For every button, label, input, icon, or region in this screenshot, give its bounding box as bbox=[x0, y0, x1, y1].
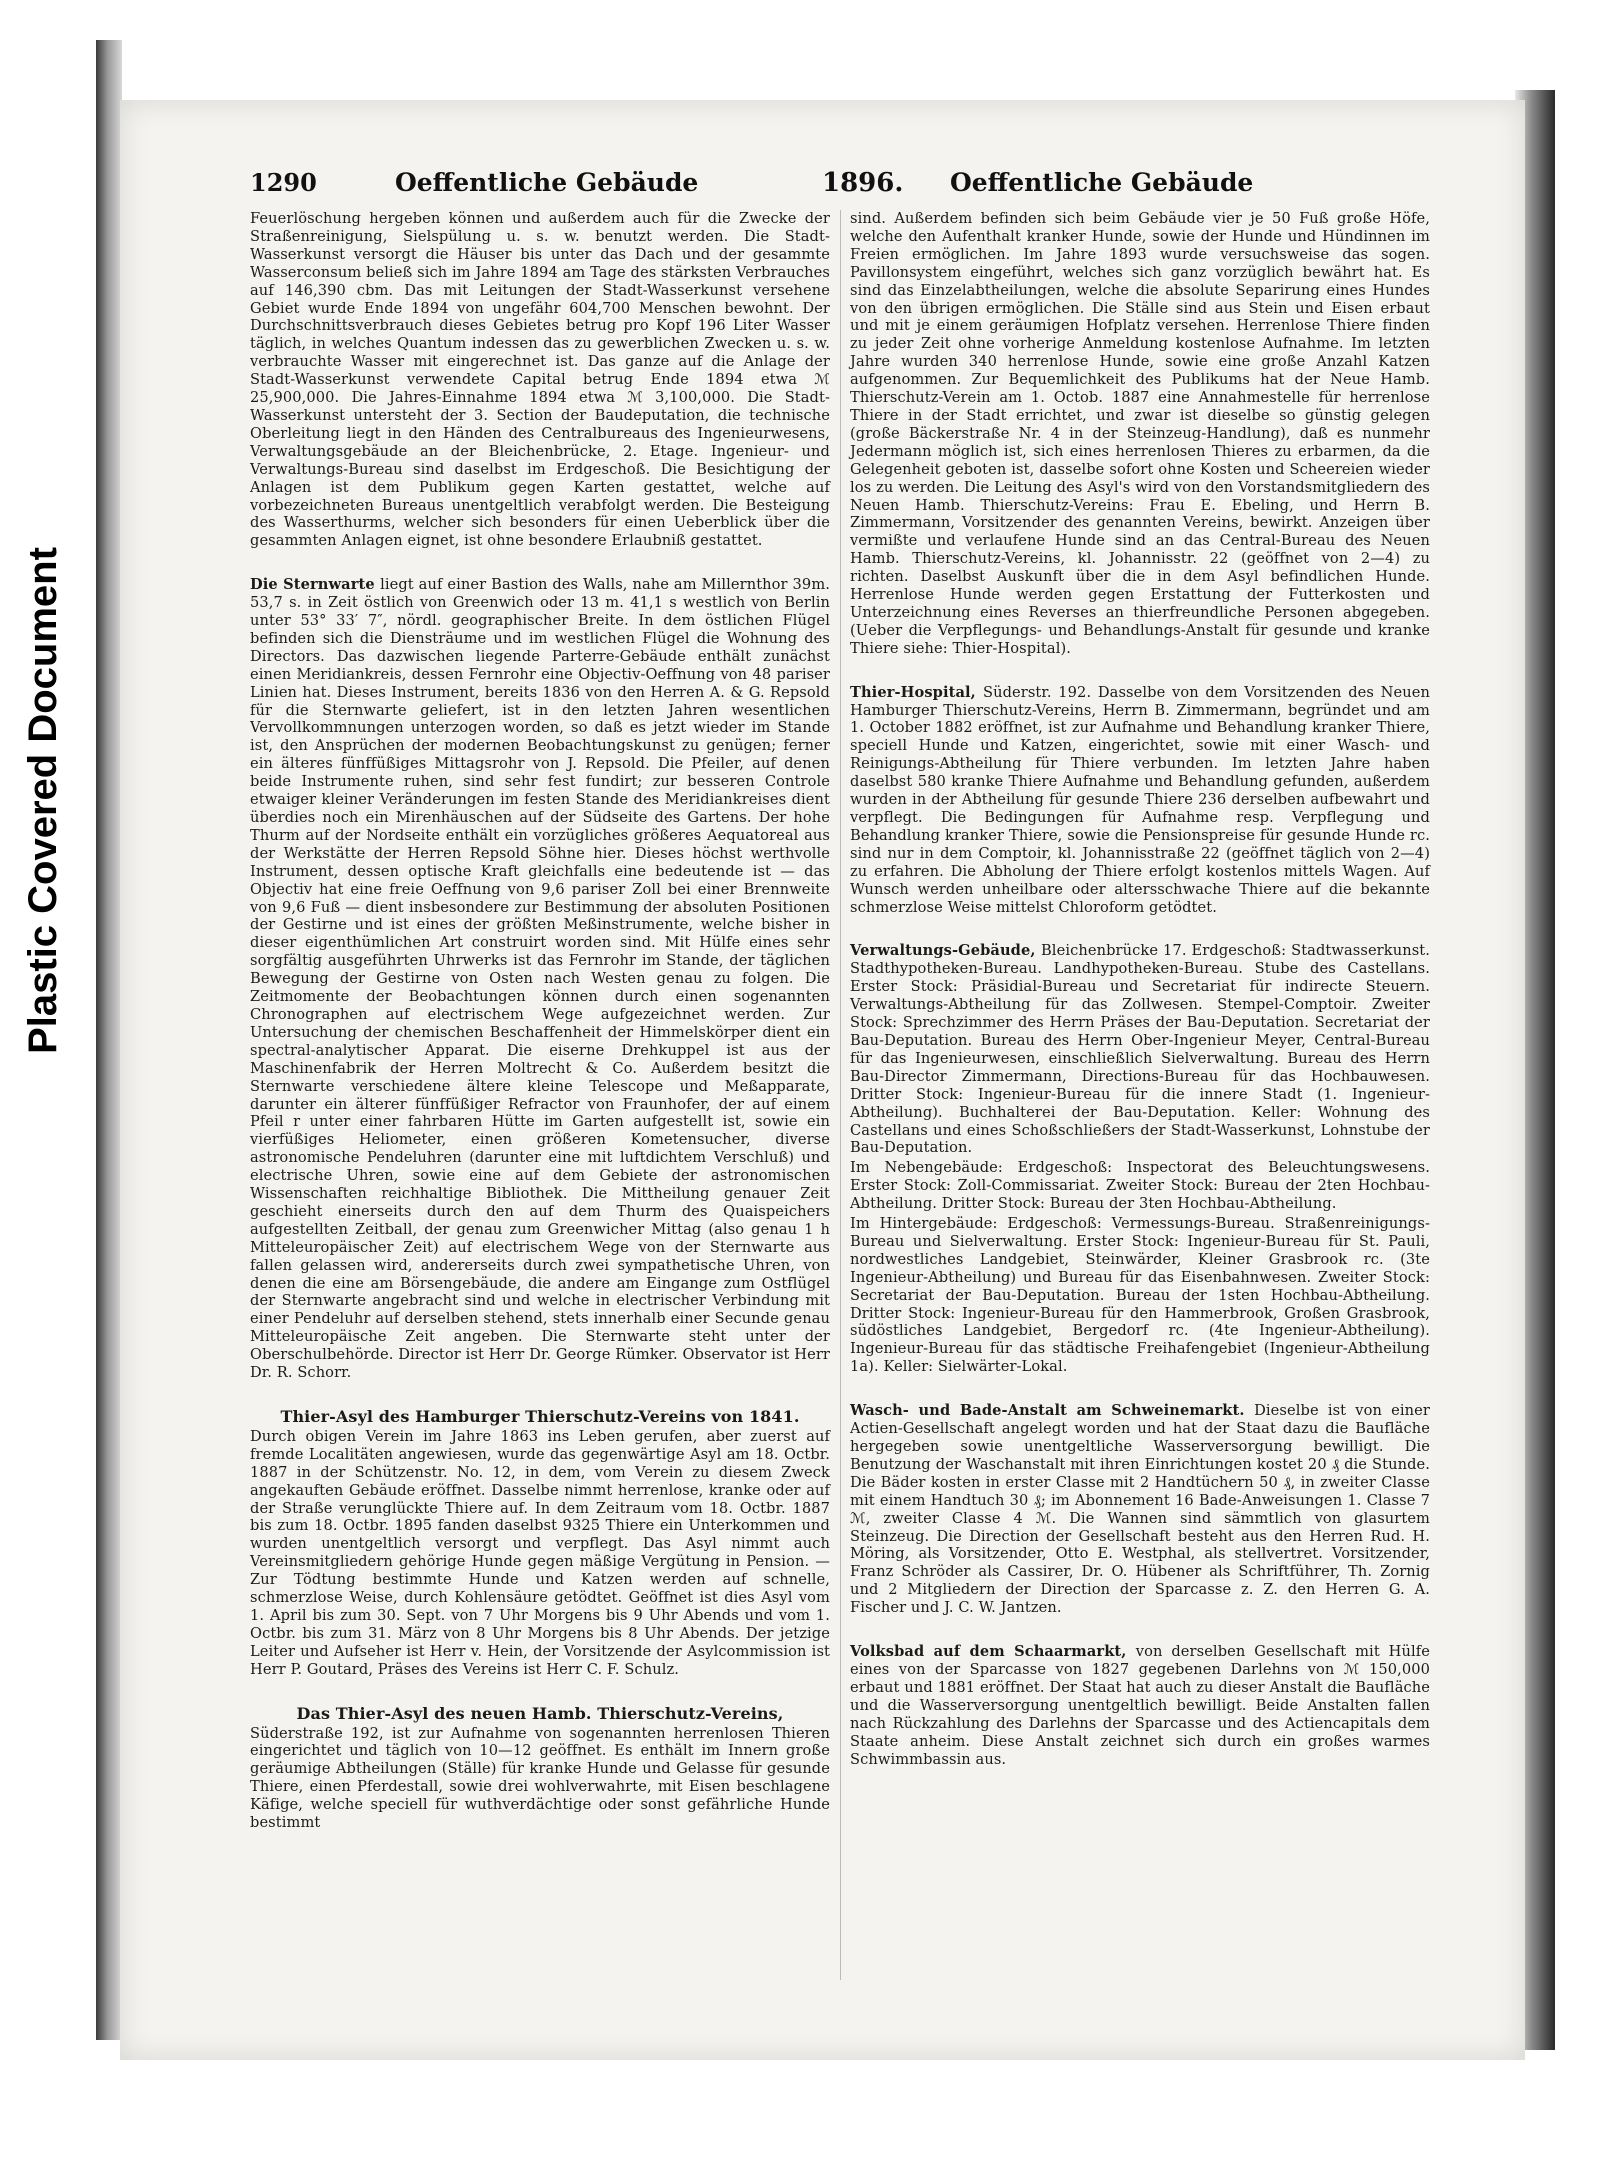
volksbad-heading: Volksbad auf dem Schaarmarkt, bbox=[850, 1643, 1136, 1661]
wasch-entry bbox=[850, 1402, 1430, 1617]
side-label-text: Plastic Covered Document bbox=[20, 546, 65, 1054]
volksbad-entry bbox=[850, 1643, 1430, 1768]
page-number: 1290 bbox=[250, 168, 317, 197]
wasserkunst-paragraph: Feuerlöschung hergeben können und außerdem auch für die Zwecke der Straßenreinigung, Sielspülung u. s. w. benutzt werden. Die Stadt-Wasserkunst versorgt die Häuser bis unter das Dach und der gesammte Wasserconsum beließ sich im Jahre 1894 am Tage des stärksten Verbrauches auf 146,390 cbm. Das mit Leitungen der Stadt-Wasserkunst versehene Gebiet wurde Ende 1894 von ungefähr 604,700 Menschen bewohnt. Der Durchschnittsverbrauch dieses Gebietes betrug pro Kopf 196 Liter Wasser täglich, in welches Quantum indessen das zu gewerblichen Zwecken u. s. w. verbrauchte Wasser mit eingerechnet ist. Das ganze auf die Anlage der Stadt-Wasserkunst verwendete Capital betrug Ende 1894 etwa ℳ 25,900,000. Die Jahres-Einnahme 1894 etwa ℳ 3,100,000. Die Stadt-Wasserkunst untersteht der 3. Section der Baudeputation, die technische Oberleitung liegt in den Händen des Centralbureaus des Ingenieurwesens, Verwaltungsgebäude an der Bleichenbrücke, 2. Etage. Ingenieur- und Verwaltungs-Bureau sind daselbst im Erdgeschoß. Die Besichtigung der Anlagen ist dem Publikum gegen Karten gestattet, welche auf vorbezeichneten Bureaus unentgeltlich verabfolgt werden. Die Besteigung des Wasserthurms, welcher sich besonders für einen Ueberblick über die gesammten Anlagen eignet, ist ohne besondere Erlaubniß gestattet. bbox=[250, 210, 830, 550]
thier-asyl-heading: Thier-Asyl des Hamburger Thierschutz-Vereins von 1841. bbox=[280, 1407, 800, 1426]
thier-asyl-text: Durch obigen Verein im Jahre 1863 ins Leben gerufen, aber zuerst auf fremde Localitäten angewiesen, wurde das gegenwärtige Asyl am 18. Octbr. 1887 in der Schützenstr. No. 12, in dem, vom Verein zu diesem Zweck angekauften Gebäude eröffnet. Dasselbe nimmt herrenlose, kranke oder auf der Straße verunglückte Thiere auf. In dem Zeitraum vom 18. Octbr. 1887 bis zum 18. Octbr. 1895 fanden daselbst 9325 Thiere ein Unterkommen und wurden unentgeltlich versorgt und verpflegt. Das Asyl nimmt auch Vereinsmitgliedern gehörige Hunde gegen mäßige Vergütung in Pension. — Zur Tödtung bestimmte Hunde und Katzen werden auf schnelle, schmerzlose Weise, durch Kohlensäure getödtet. Geöffnet ist dies Asyl vom 1. April bis zum 30. Sept. von 7 Uhr Morgens bis 9 Uhr Abends und vom 1. Octbr. bis zum 31. März von 8 Uhr Morgens bis 8 Uhr Abends. Der jetzige Leiter und Aufseher ist Herr v. Hein, der Vorsitzende der Asylcommission ist Herr P. Goutard, Präses des Vereins ist Herr C. F. Schulz. bbox=[250, 1427, 830, 1678]
column-divider bbox=[840, 210, 841, 1980]
verwaltung-heading: Verwaltungs-Gebäude, bbox=[850, 942, 1041, 960]
wasch-heading: Wasch- und Bade-Anstalt am Schweinemarkt. bbox=[850, 1402, 1255, 1420]
left-running-title: Oeffentliche Gebäude bbox=[395, 168, 699, 197]
sternwarte-text: liegt auf einer Bastion des Walls, nahe am Millernthor 39m. 53,7 s. in Zeit östlich von Greenwich oder 13 m. 41,1 s westlich von Berlin unter 53° 33′ 7″, nördl. geographischer Breite. In dem östlichen Flügel befinden sich die Diensträume und im westlichen Flügel die Wohnung des Directors. Das dazwischen liegende Parterre-Gebäude enthält zunächst einen Meridiankreis, dessen Fernrohr eine Objectiv-Oeffnung von 48 pariser Linien hat. Dieses Instrument, bereits 1836 von den Herren A. & G. Repsold für die Sternwarte geliefert, ist in den letzten Jahren wesentlichen Vervollkommnungen unterzogen worden, so daß es jetzt wieder im Stande ist, den Ansprüchen der modernen Beobachtungskunst zu genügen; ferner ein älteres fünffüßiges Mittagsrohr von J. Repsold. Die Pfeiler, auf denen beide Instrumente ruhen, sind sehr fest fundirt; zur besseren Controle etwaiger kleiner Veränderungen im festen Stande des Meridiankreises dient überdies noch ein Mirenhäuschen auf der Südseite des Gartens. Der hohe Thurm auf der Nordseite enthält ein vorzügliches größeres Aequatoreal aus der Werkstätte der Herren Repsold Söhne hier. Dieses höchst werthvolle Instrument, dessen optische Kraft gleichfalls eine bedeutende ist — das Objectiv hat eine freie Oeffnung von 9,6 pariser Zoll bei einer Brennweite von 9,6 Fuß — dient insbesondere zur Bestimmung der absoluten Positionen der Gestirne und ist eines der größten Meßinstrumente, welche bisher in dieser eigenthümlichen Art construirt worden sind. Mit Hülfe eines sehr sorgfältig ausgeführten Uhrwerks ist das Fernrohr im Stande, der täglichen Bewegung der Gestirne von Osten nach Westen genau zu folgen. Die Zeitmomente der Beobachtungen können durch einen sogenannten Chronographen auf electrischem Wege aufgezeichnet werden. Zur Untersuchung der chemischen Beschaffenheit der Himmelskörper dient ein spectral-analytischer Apparat. Die eiserne Drehkuppel ist aus der Maschinenfabrik der Herren Moltrecht & Co. Außerdem besitzt die Sternwarte verschiedene ältere kleine Telescope und Meßapparate, darunter ein älterer fünffüßiger Refractor von Fraunhofer, der auf einem Pfeil r unter einer fahrbaren Hütte im Garten aufgestellt ist, sowie ein vierfüßiges Heliometer, einen größeren Kometensucher, diverse astronomische Pendeluhren (darunter eine mit luftdichtem Verschluß) und electrische Uhren, sowie eine auf dem Gebiete der astronomischen Wissenschaften reichhaltige Bibliothek. Die Mittheilung genauer Zeit geschieht einerseits durch den auf dem Thurm des Quaispeichers aufgestellten Zeitball, der genau zum Greenwicher Mittag (also genau 1 h Mitteleuropäischer Zeit) auf electrischem Wege von der Sternwarte aus fallen gelassen wird, andererseits durch zwei sympathetische Uhren, von denen die eine am Börsengebäude, die andere am Eingange zum Ostflügel der Sternwarte angebracht sind und welche in electrischer Verbindung mit einer Pendeluhr auf derselben stehend, stets innerhalb einer Secunde genau Mitteleuropäische Zeit angeben. Die Sternwarte steht unter der Oberschulbehörde. Director ist Herr Dr. George Rümker. Observator ist Herr Dr. R. Schorr. bbox=[250, 576, 830, 1382]
wasch-text: Dieselbe ist von einer Actien-Gesellschaft angelegt worden und hat der Staat dazu die Baufläche hergegeben sowie unentgeltliche Wasserversorgung bewilligt. Die Benutzung der Waschanstalt mit ihren Einrichtungen kostet 20 ₰ die Stunde. Die Bäder kosten in erster Classe mit 2 Handtüchern 50 ₰, in zweiter Classe mit einem Handtuch 30 ₰; im Abonnement 16 Bade-Anweisungen 1. Classe 7 ℳ, zweiter Classe 4 ℳ. Die Wannen sind sämmtlich von glasurtem Steinzeug. Die Direction der Gesellschaft besteht aus den Herren Rud. H. Möring, als Vorsitzender, Otto E. Westphal, als stellvertret. Vorsitzender, Franz Schröder als Cassirer, Dr. O. Hübener als Schriftführer, Th. Zornig und 2 Mitgliedern der Direction der Sparcasse z. Z. den Herren G. A. Fischer und J. C. W. Jantzen. bbox=[850, 1402, 1430, 1617]
right-column bbox=[850, 210, 1430, 1794]
hospital-text: Süderstr. 192. Dasselbe von dem Vorsitzenden des Neuen Hamburger Thierschutz-Vereins, Herrn B. Zimmermann, begründet und am 1. October 1882 eröffnet, ist zur Aufnahme und Behandlung kranker Thiere, speciell Hunde und Katzen, eingerichtet, sowie mit einer Wasch- und Reinigungs-Abtheilung für Thiere verbunden. Im letzten Jahre haben daselbst 580 kranke Thiere Aufnahme und Behandlung gefunden, außerdem wurden in der Abtheilung für gesunde Thiere 236 derselben aufbewahrt und verpflegt. Die Bedingungen für Aufnahme resp. Verpflegung und Behandlung kranker Thiere, sowie die Pensionspreise für gesunde Hunde rc. sind nur in dem Comptoir, kl. Johannisstraße 22 (geöffnet täglich von 2—4) zu erfahren. Die Abholung der Thiere erfolgt kostenlos mittels Wagen. Auf Wunsch werden unheilbare oder altersschwache Thiere auf die bekannte schmerzlose Weise mittelst Chloroform getödtet. bbox=[850, 683, 1430, 916]
running-head bbox=[250, 168, 1420, 204]
hintergebaeude-text: Im Hintergebäude: Erdgeschoß: Vermessungs-Bureau. Straßenreinigungs-Bureau und Sielverwaltung. Erster Stock: Ingenieur-Bureau für St. Pauli, nordwestliches Landgebiet, Steinwärder, Kleiner Grasbrook rc. (3te Ingenieur-Abtheilung) und Bureau für das Eisenbahnwesen. Zweiter Stock: Secretariat der Bau-Deputation. Bureau der 1sten Hochbau-Abtheilung. Dritter Stock: Ingenieur-Bureau für den Hammerbrook, Großen Grasbrook, südöstliches Landgebiet, Bergedorf rc. (4te Ingenieur-Abtheilung). Ingenieur-Bureau für das städtische Freihafengebiet (Ingenieur-Abtheilung 1a). Keller: Sielwärter-Lokal. bbox=[850, 1215, 1430, 1376]
neues-asyl-text: Süderstraße 192, ist zur Aufnahme von sogenannten herrenlosen Thieren eingerichtet und täglich von 10—12 geöffnet. Es enthält im Innern große geräumige Abtheilungen (Ställe) für kranke Hunde und Gelasse für gesunde Thiere, einen Pferdestall, sowie drei wohlverwahrte, mit Eisen beschlagene Käfige, welche speciell für wuthverdächtige oder sonst gefährliche Hunde bestimmt bbox=[250, 1724, 830, 1832]
verwaltung-entry bbox=[850, 942, 1430, 1157]
year: 1896. bbox=[822, 168, 904, 198]
verwaltung-text: Bleichenbrücke 17. Erdgeschoß: Stadtwasserkunst. Stadthypotheken-Bureau. Landhypotheken-Bureau. Stube des Castellans. Erster Stock: Präsidial-Bureau und Secretariat für indirecte Steuern. Verwaltungs-Abtheilung für das Zollwesen. Stempel-Comptoir. Zweiter Stock: Sprechzimmer des Herrn Präses der Bau-Deputation. Secretariat der Bau-Deputation. Bureau des Herrn Ober-Ingenieur Meyer, Central-Bureau für das Ingenieurwesen, einschließlich Sielverwaltung. Bureau des Herrn Bau-Director Zimmermann, Directions-Bureau für das Hochbauwesen. Dritter Stock: Ingenieur-Bureau für die innere Stadt (1. Ingenieur-Abtheilung). Buchhalterei der Bau-Deputation. Keller: Wohnung des Castellans und eines Schoßschließers der Stadt-Wasserkunst, Lohnstube der Bau-Deputation. bbox=[850, 942, 1430, 1157]
volksbad-text: von derselben Gesellschaft mit Hülfe eines von der Sparcasse von 1827 gegebenen Darlehns von ℳ 150,000 erbaut und 1881 eröffnet. Der Staat hat auch zu dieser Anstalt die Baufläche und die Wasserversorgung unentgeltlich bewilligt. Beide Anstalten fallen nach Rückzahlung des Darlehns der Sparcasse und des Actiencapitals dem Staate anheim. Diese Anstalt zeichnet sich durch ein großes warmes Schwimmbassin aus. bbox=[850, 1643, 1430, 1768]
asyl-continuation: sind. Außerdem befinden sich beim Gebäude vier je 50 Fuß große Höfe, welche den Aufenthalt kranker Hunde, sowie der Hunde und Hündinnen im Freien ermöglichen. Im Jahre 1893 wurde versuchsweise das sogen. Pavillonsystem eingeführt, welches sich ganz vorzüglich bewährt hat. Es sind das Einzelabtheilungen, welche die absolute Separirung eines Hundes von den übrigen ermöglichen. Die Ställe sind aus Stein und Eisen erbaut und mit je einem geräumigen Hofplatz versehen. Herrenlose Thiere finden zu jeder Zeit ohne vorherige Anmeldung kostenlose Aufnahme. Im letzten Jahre wurden 340 herrenlose Hunde, sowie eine große Anzahl Katzen aufgenommen. Zur Bequemlichkeit des Publikums hat der Neue Hamb. Thierschutz-Verein am 1. Octob. 1887 eine Annahmestelle für herrenlose Thiere in der Stadt errichtet, und zwar ist dieselbe so günstig gelegen (große Bäckerstraße Nr. 4 in der Steinzeug-Handlung), daß es nunmehr Jedermann möglich ist, sich eines herrenlosen Thieres zu erbarmen, da die Gelegenheit geboten ist, dasselbe sofort ohne Kosten und Scheereien wieder los zu werden. Die Leitung des Asyl's wird von den Vorstandsmitgliedern des Neuen Hamb. Thierschutz-Vereins: Frau E. Ebeling, und Herrn B. Zimmermann, Vorsitzender des genannten Vereins, bewirkt. Anzeigen über vermißte und verlaufene Hunde sind an das Central-Bureau des Neuen Hamb. Thierschutz-Vereins, kl. Johannisstr. 22 (geöffnet von 2—4) zu richten. Daselbst Auskunft über die in dem Asyl befindlichen Hunde. Herrenlose Hunde werden gegen Erstattung der Futterkosten und Unterzeichnung eines Reverses an thierfreundliche Personen abgegeben. (Ueber die Verpflegungs- und Behandlungs-Anstalt für gesunde und kranke Thiere siehe: Thier-Hospital). bbox=[850, 210, 1430, 657]
left-column bbox=[250, 210, 830, 1858]
nebengebaeude-text: Im Nebengebäude: Erdgeschoß: Inspectorat des Beleuchtungswesens. Erster Stock: Zoll-Commissariat. Zweiter Stock: Bureau der 2ten Hochbau-Abtheilung. Dritter Stock: Bureau der 3ten Hochbau-Abtheilung. bbox=[850, 1159, 1430, 1213]
sternwarte-entry bbox=[250, 576, 830, 1382]
hospital-entry bbox=[850, 684, 1430, 917]
right-running-title: Oeffentliche Gebäude bbox=[950, 168, 1254, 197]
side-label bbox=[8, 520, 78, 1080]
neues-asyl-heading: Das Thier-Asyl des neuen Hamb. Thierschutz-Vereins, bbox=[296, 1703, 784, 1723]
sternwarte-heading: Die Sternwarte bbox=[250, 576, 381, 594]
binding-shadow-left bbox=[96, 40, 122, 2040]
hospital-heading: Thier-Hospital, bbox=[850, 683, 983, 701]
